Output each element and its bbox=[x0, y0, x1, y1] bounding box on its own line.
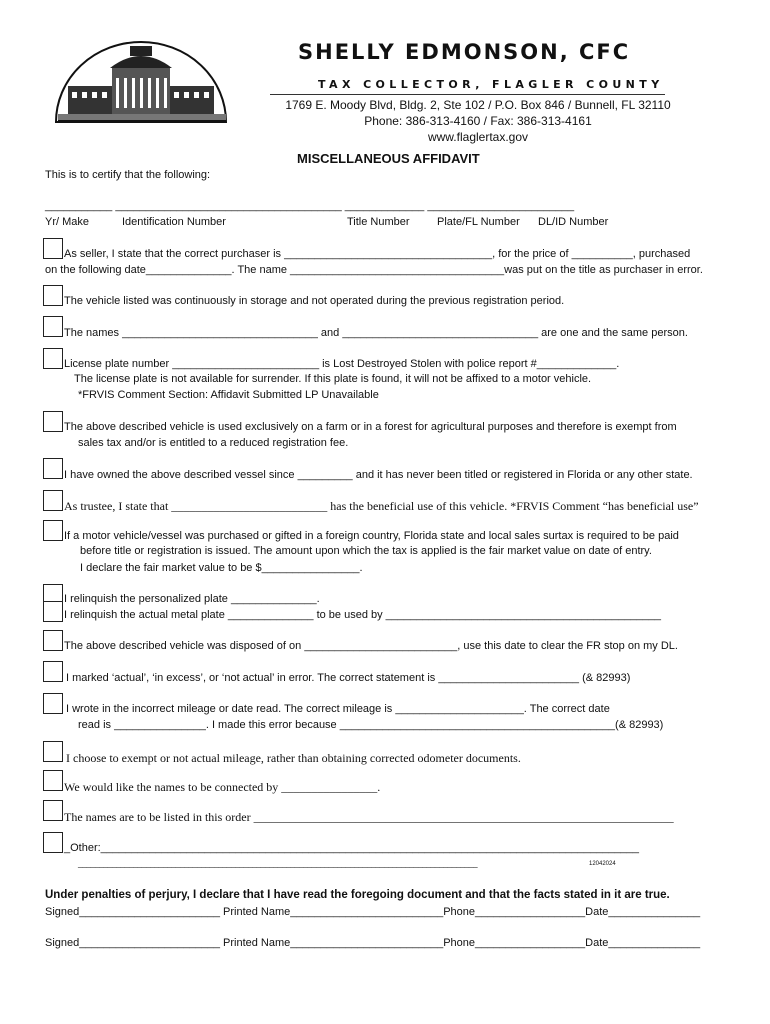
vehicle-info-lines[interactable]: ___________ _____________________________________ _____________ ________________________ bbox=[45, 200, 575, 212]
same-person-text: The names ________________________________ and ________________________________ are one and the same person. bbox=[64, 327, 688, 339]
relinquish-text-1: I relinquish the personalized plate ______________. bbox=[64, 593, 320, 605]
signature-line-2[interactable]: Signed_______________________ Printed Name_________________________Phone__________________Date_______________ bbox=[45, 937, 701, 949]
vessel-text: I have owned the above described vessel since _________ and it has never been titled or registered in Florida or any other state. bbox=[64, 469, 693, 481]
checkbox-farm-use[interactable] bbox=[43, 411, 63, 432]
tax-collector-logo bbox=[50, 38, 232, 124]
mileage-text-1: I wrote in the incorrect mileage or date read. The correct mileage is _____________________. The correct date bbox=[66, 703, 610, 715]
seller-text-line-2: on the following date______________. The name ___________________________________was put on the title as purchaser in error. bbox=[45, 264, 703, 276]
exempt-text: I choose to exempt or not actual mileage, rather than obtaining corrected odometer documents. bbox=[66, 751, 521, 765]
foreign-text-1: If a motor vehicle/vessel was purchased or gifted in a foreign country, Florida state and local sales surtax is required to be paid bbox=[64, 530, 679, 542]
intro-text: This is to certify that the following: bbox=[45, 169, 211, 181]
foreign-text-3: I declare the fair market value to be $________________. bbox=[80, 562, 363, 574]
other-text: _Other:________________________________________________________________________________________ bbox=[64, 842, 640, 854]
header-divider bbox=[270, 94, 665, 95]
names-connected-text: We would like the names to be connected by ________________. bbox=[64, 780, 381, 794]
other-second-line[interactable]: ______________________________________________________________________________________________ bbox=[78, 859, 478, 868]
checkbox-other[interactable] bbox=[43, 832, 63, 853]
trustee-text: As trustee, I state that __________________________ has the beneficial use of this vehicle. *FRVIS Comment “has beneficial use” bbox=[64, 499, 699, 513]
license-plate-text-1: License plate number ________________________ is Lost Destroyed Stolen with police report #_____________. bbox=[64, 358, 620, 370]
storage-text: The vehicle listed was continuously in storage and not operated during the previous registration period. bbox=[64, 295, 565, 307]
farm-text-2: sales tax and/or is entitled to a reduced registration fee. bbox=[78, 437, 349, 449]
checkbox-foreign-purchase[interactable] bbox=[43, 520, 63, 541]
checkbox-trustee[interactable] bbox=[43, 490, 63, 511]
office-title: TAX COLLECTOR, FLAGLER COUNTY bbox=[318, 78, 664, 91]
seller-text-line-1: As seller, I state that the correct purchaser is __________________________________, for the price of __________, purchased bbox=[64, 248, 691, 260]
checkbox-same-person[interactable] bbox=[43, 316, 63, 337]
checkbox-names-order[interactable] bbox=[43, 800, 63, 821]
license-plate-text-3: *FRVIS Comment Section: Affidavit Submitted LP Unavailable bbox=[78, 389, 379, 401]
mileage-text-2: read is _______________. I made this error because _____________________________________________(& 82993) bbox=[78, 719, 664, 731]
foreign-text-2: before title or registration is issued. The amount upon which the tax is applied is the fair market value on date of entry. bbox=[80, 545, 652, 557]
label-plate-number: Plate/FL Number bbox=[437, 216, 520, 228]
relinquish-text-2: I relinquish the actual metal plate ______________ to be used by _____________________________________________ bbox=[64, 609, 661, 621]
checkbox-license-plate[interactable] bbox=[43, 348, 63, 369]
checkbox-disposed[interactable] bbox=[43, 630, 63, 651]
names-order-text: The names are to be listed in this order ______________________________________________________________________ bbox=[64, 810, 674, 824]
form-title: MISCELLANEOUS AFFIDAVIT bbox=[297, 151, 480, 166]
checkbox-marked-error[interactable] bbox=[43, 661, 63, 682]
perjury-statement: Under penalties of perjury, I declare that I have read the foregoing document and that the facts stated in it are true. bbox=[45, 889, 670, 901]
disposed-text: The above described vehicle was disposed of on _________________________, use this date to clear the FR stop on my DL. bbox=[64, 640, 678, 652]
form-code: 12042024 bbox=[589, 861, 616, 867]
label-dl-id-number: DL/ID Number bbox=[538, 216, 609, 228]
checkbox-incorrect-mileage[interactable] bbox=[43, 693, 63, 714]
office-website: www.flaglertax.gov bbox=[427, 130, 529, 144]
checkbox-seller-purchaser-error[interactable] bbox=[43, 238, 63, 259]
checkbox-exempt-mileage[interactable] bbox=[43, 741, 63, 762]
signature-line-1[interactable]: Signed_______________________ Printed Name_________________________Phone__________________Date_______________ bbox=[45, 906, 701, 918]
checkbox-storage[interactable] bbox=[43, 285, 63, 306]
office-holder-name: SHELLY EDMONSON, CFC bbox=[298, 40, 631, 64]
office-phone: Phone: 386-313-4160 / Fax: 386-313-4161 bbox=[364, 114, 592, 128]
checkbox-names-connected[interactable] bbox=[43, 770, 63, 791]
label-title-number: Title Number bbox=[347, 216, 410, 228]
label-yr-make: Yr/ Make bbox=[45, 216, 90, 228]
checkbox-vessel[interactable] bbox=[43, 458, 63, 479]
marked-error-text: I marked ‘actual’, ‘in excess’, or ‘not actual’ in error. The correct statement is _______________________ (& 82993) bbox=[66, 672, 631, 684]
license-plate-text-2: The license plate is not available for surrender. If this plate is found, it will not be affixed to a motor vehicle. bbox=[74, 373, 592, 385]
checkbox-relinquish-metal[interactable] bbox=[43, 601, 63, 622]
office-address: 1769 E. Moody Blvd, Bldg. 2, Ste 102 / P.O. Box 846 / Bunnell, FL 32110 bbox=[285, 98, 671, 112]
label-identification-number: Identification Number bbox=[122, 216, 226, 228]
farm-text-1: The above described vehicle is used exclusively on a farm or in a forest for agricultural purposes and therefore is exempt from bbox=[64, 421, 677, 433]
